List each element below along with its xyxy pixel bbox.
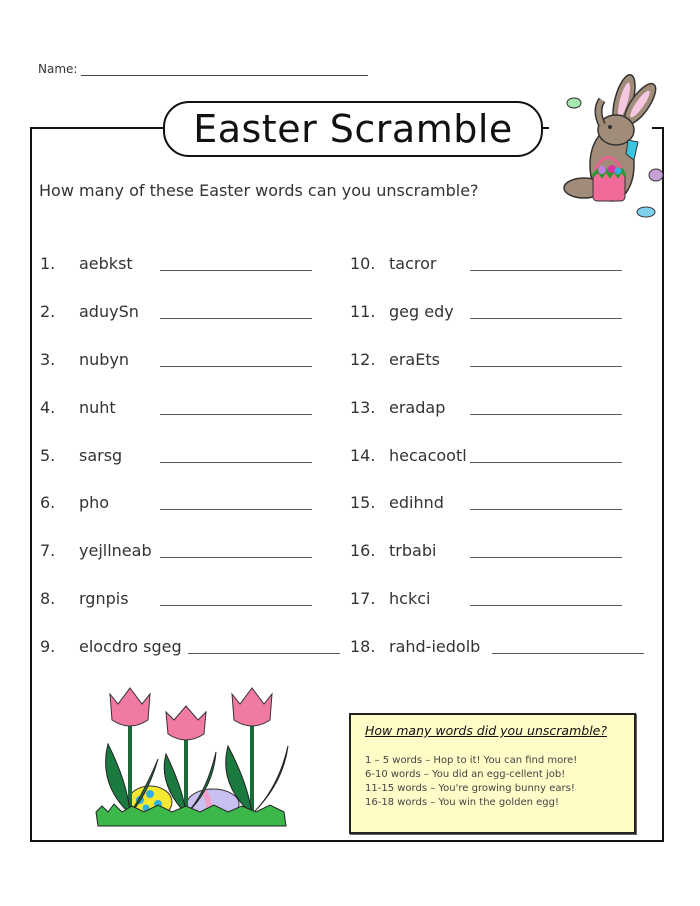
answer-blank[interactable] (470, 557, 622, 558)
bunny-illustration (540, 70, 670, 220)
scrambled-word: nubyn (79, 350, 130, 369)
frame-border-top-left (30, 127, 165, 129)
scrambled-word: aebkst (79, 254, 133, 273)
item-number: 10. (350, 254, 376, 273)
item-number: 18. (350, 637, 376, 656)
scrambled-word: trbabi (389, 541, 437, 560)
score-line-2: 6-10 words – You did an egg-cellent job! (365, 769, 566, 780)
score-line-1: 1 – 5 words – Hop to it! You can find more! (365, 755, 578, 766)
name-field[interactable] (81, 75, 368, 76)
answer-blank[interactable] (160, 557, 312, 558)
answer-blank[interactable] (160, 509, 312, 510)
name-label: Name: (38, 62, 78, 76)
answer-blank[interactable] (470, 414, 622, 415)
scrambled-word: geg edy (389, 302, 454, 321)
item-number: 1. (40, 254, 56, 273)
answer-blank[interactable] (160, 270, 312, 271)
item-number: 13. (350, 398, 376, 417)
scrambled-word: nuht (79, 398, 116, 417)
scrambled-word: elocdro sgeg (79, 637, 182, 656)
answer-blank[interactable] (470, 270, 622, 271)
scrambled-word: aduySn (79, 302, 139, 321)
answer-blank[interactable] (492, 653, 644, 654)
scrambled-word: eraEts (389, 350, 440, 369)
scrambled-word: edihnd (389, 493, 444, 512)
scrambled-word: pho (79, 493, 110, 512)
answer-blank[interactable] (160, 605, 312, 606)
answer-blank[interactable] (160, 318, 312, 319)
item-number: 8. (40, 589, 56, 608)
item-number: 12. (350, 350, 376, 369)
item-number: 4. (40, 398, 56, 417)
scrambled-word: rahd-iedolb (389, 637, 481, 656)
answer-blank[interactable] (470, 509, 622, 510)
scrambled-word: tacror (389, 254, 437, 273)
instructions-text: How many of these Easter words can you unscramble? (39, 181, 479, 200)
item-number: 16. (350, 541, 376, 560)
item-number: 2. (40, 302, 56, 321)
answer-blank[interactable] (160, 366, 312, 367)
item-number: 3. (40, 350, 56, 369)
item-number: 6. (40, 493, 56, 512)
answer-blank[interactable] (470, 318, 622, 319)
score-box (349, 713, 636, 834)
scrambled-word: yejllneab (79, 541, 152, 560)
title-banner (163, 101, 543, 157)
scrambled-word: eradap (389, 398, 446, 417)
frame-border-left (30, 127, 32, 842)
answer-blank[interactable] (160, 414, 312, 415)
scrambled-word: rgnpis (79, 589, 129, 608)
tulips-illustration (88, 684, 293, 829)
score-line-4: 16-18 words – You win the golden egg! (365, 797, 559, 808)
item-number: 9. (40, 637, 56, 656)
answer-blank[interactable] (470, 462, 622, 463)
scrambled-word: hckci (389, 589, 431, 608)
frame-border-bottom (30, 840, 664, 842)
item-number: 17. (350, 589, 376, 608)
item-number: 14. (350, 446, 376, 465)
answer-blank[interactable] (160, 462, 312, 463)
score-line-3: 11-15 words – You're growing bunny ears! (365, 783, 575, 794)
item-number: 7. (40, 541, 56, 560)
item-number: 11. (350, 302, 376, 321)
scrambled-word: sarsg (79, 446, 123, 465)
page-title: Easter Scramble (193, 107, 513, 151)
score-box-title: How many words did you unscramble? (365, 723, 607, 738)
answer-blank[interactable] (470, 605, 622, 606)
scrambled-word: hecacootl (389, 446, 467, 465)
frame-border-right (662, 127, 664, 842)
item-number: 5. (40, 446, 56, 465)
answer-blank[interactable] (470, 366, 622, 367)
item-number: 15. (350, 493, 376, 512)
answer-blank[interactable] (188, 653, 340, 654)
